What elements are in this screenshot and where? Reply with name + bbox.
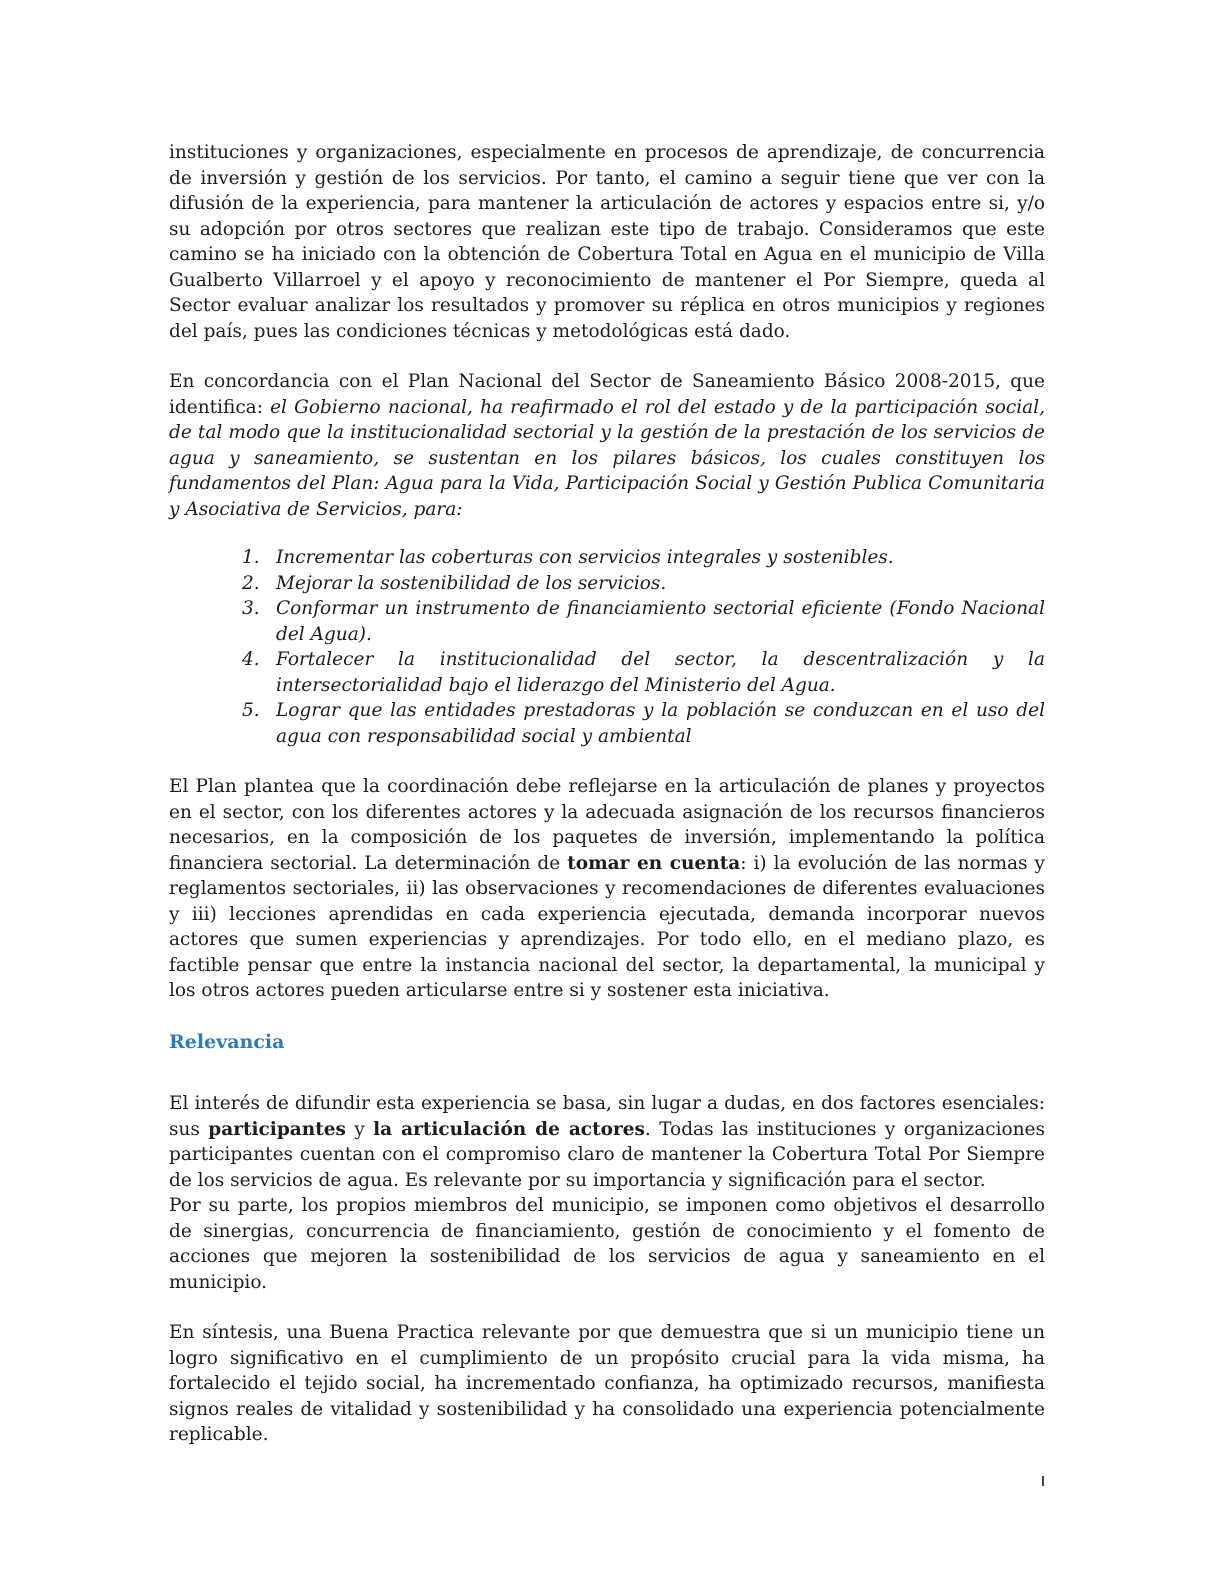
list-item — [242, 698, 1045, 749]
relevance-bold-participants: participantes — [208, 1118, 346, 1140]
list-item-text: Fortalecer la institucionalidad del sector, la descentralización y la intersectorialidad bajo el liderazgo del Ministerio del Agua. — [276, 649, 1045, 696]
relevance-text-mid: y — [345, 1118, 374, 1140]
relevance-bold-articulation: la articulación de actores — [373, 1118, 645, 1140]
relevance-text-a: El interés de difundir esta experiencia se basa, sin lugar a dudas, en dos factores esenciales: sus — [169, 1093, 1045, 1140]
list-item-number: 2. — [242, 572, 260, 594]
list-item — [242, 647, 1045, 698]
list-item — [242, 545, 1045, 571]
coordination-text-a: El Plan plantea que la coordinación debe reflejarse en la articulación de planes y proyectos en el sector, con los diferentes actores y la adecuada asignación de los recursos financieros necesarios, en la composición de los paquetes de inversión, implementando la política financiera sectorial. La determinación de — [169, 776, 1045, 874]
paragraph-relevance-interest — [169, 1091, 1045, 1193]
list-item — [242, 571, 1045, 597]
paragraph-coordination — [169, 774, 1045, 1004]
plan-intro-text: En concordancia con el Plan Nacional del Sector de Saneamiento Básico 2008-2015, que identifica: — [169, 371, 1045, 418]
paragraph-synthesis: En síntesis, una Buena Practica relevante por que demuestra que si un municipio tiene un logro significativo en el cumplimiento de un propósito crucial para la vida misma, ha fortalecido el tejido social, ha incrementado confianza, ha optimizado recursos, manifiesta signos reales de vitalidad y sostenibilidad y ha consolidado una experiencia potencialmente replicable. — [169, 1322, 1045, 1445]
list-item-number: 5. — [242, 700, 260, 721]
paragraph-municipality: Por su parte, los propios miembros del municipio, se imponen como objetivos el desarrollo de sinergias, concurrencia de financiamiento, gestión de conocimiento y el fomento de acciones que mejoren la sostenibilidad de los servicios de agua y saneamiento en el municipio. — [169, 1195, 1045, 1293]
plan-goals-list — [169, 545, 1045, 749]
list-item-text: Mejorar la sostenibilidad de los servicios. — [276, 572, 667, 594]
list-item-number: 4. — [242, 649, 260, 670]
list-item-number: 3. — [242, 598, 260, 619]
list-item — [242, 596, 1045, 647]
document-body — [169, 140, 1045, 1448]
paragraph-plan-nacional — [169, 369, 1045, 522]
list-item-text: Lograr que las entidades prestadoras y la población se conduzcan en el uso del agua con responsabilidad social y ambiental — [276, 700, 1045, 747]
plan-quote-text: el Gobierno nacional, ha reafirmado el rol del estado y de la participación social, de tal modo que la institucionalidad sectorial y la gestión de la prestación de los servicios de agua y saneamiento, se sustentan en los pilares básicos, los cuales constituyen los fundamentos del Plan: Agua para la Vida, Participación Social y Gestión Publica Comunitaria y Asociativa de Servicios, para: — [169, 396, 1046, 520]
paragraph-continuation: instituciones y organizaciones, especialmente en procesos de aprendizaje, de concurrencia de inversión y gestión de los servicios. Por tanto, el camino a seguir tiene que ver con la difusión de la experiencia, para mantener la articulación de actores y espacios entre si, y/o su adopción por otros sectores que realizan este tipo de trabajo. Consideramos que este camino se ha iniciado con la obtención de Cobertura Total en Agua en el municipio de Villa Gualberto Villarroel y el apoyo y reconocimiento de mantener el Por Siempre, queda al Sector evaluar analizar los resultados y promover su réplica en otros municipios y regiones del país, pues las condiciones técnicas y metodológicas está dado. — [169, 142, 1045, 342]
list-item-text: Incrementar las coberturas con servicios integrales y sostenibles. — [276, 547, 894, 568]
list-item-number: 1. — [242, 547, 260, 568]
coordination-bold-text: tomar en cuenta — [567, 852, 741, 874]
list-item-text: Conformar un instrumento de financiamiento sectorial eficiente (Fondo Nacional del Agua). — [276, 598, 1045, 645]
section-heading-relevancia: Relevancia — [169, 1030, 285, 1053]
coordination-text-b: : i) la evolución de las normas y reglamentos sectoriales, ii) las observaciones y recomendaciones de diferentes evaluaciones y iii) lecciones aprendidas en cada experiencia ejecutada, demanda incorporar nuevos actores que sumen experiencias y aprendizajes. Por todo ello, en el mediano plazo, es factible pensar que entre la instancia nacional del sector, la departamental, la municipal y los otros actores pueden articularse entre si y sostener esta iniciativa. — [169, 852, 1046, 1001]
relevance-text-b: . Todas las instituciones y organizaciones participantes cuentan con el compromiso claro de mantener la Cobertura Total Por Siempre de los servicios de agua. Es relevante por su importancia y significación para el sector. — [169, 1118, 1045, 1191]
page-number-mark — [1042, 1476, 1044, 1486]
